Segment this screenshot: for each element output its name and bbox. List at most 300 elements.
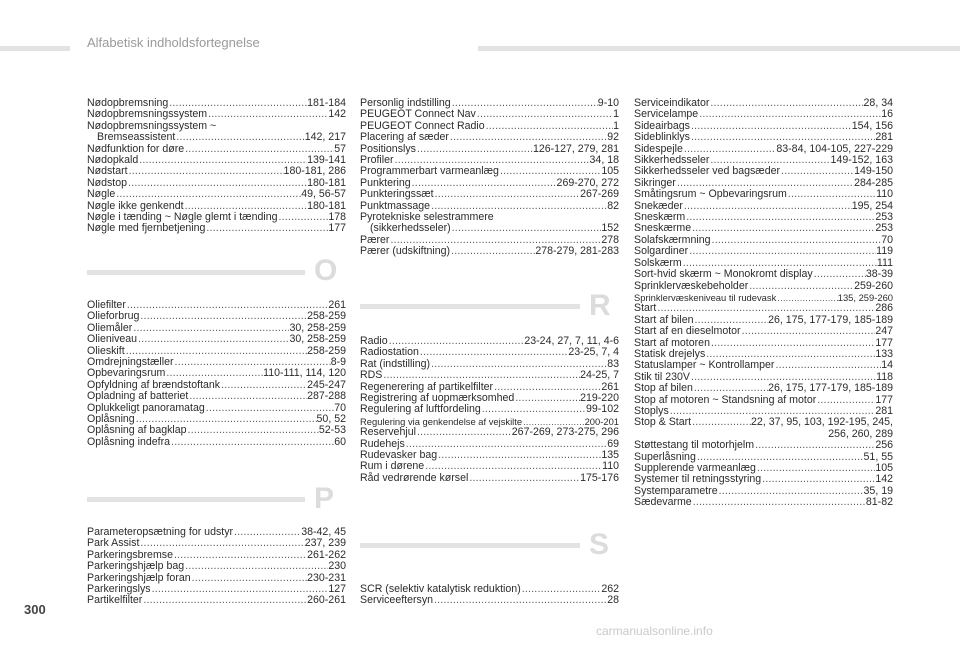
- section-letter-r: R: [589, 289, 611, 322]
- index-entry-term: Sort-hvid skærm ~ Monokromt display: [634, 268, 813, 281]
- dot-leader: [127, 178, 307, 189]
- index-entry: [360, 132, 619, 143]
- dot-leader: [688, 246, 876, 257]
- index-entry-term: Stop & Start: [634, 416, 692, 429]
- index-entry: [87, 132, 346, 143]
- dot-leader: [521, 584, 602, 595]
- index-entry-pages: 8-9: [330, 356, 346, 369]
- index-entry-term: Profiler: [360, 154, 394, 167]
- index-entry: [634, 281, 893, 292]
- index-entry-pages: 245-247: [307, 378, 346, 391]
- index-entry-term: Oplåsning af bagklap: [87, 424, 187, 437]
- index-entry-pages: 92: [607, 131, 619, 144]
- index-entry-pages: 34, 18: [589, 154, 619, 167]
- index-entry-pages: 286: [875, 302, 893, 315]
- index-entry-pages: 195, 254: [851, 199, 893, 212]
- index-entry-term: Sneskærme: [634, 222, 692, 235]
- dot-leader: [780, 166, 854, 177]
- index-entry: [360, 144, 619, 155]
- index-entry-pages: 28, 34: [863, 97, 893, 109]
- index-block-p-cont: [360, 98, 619, 258]
- index-entry-term: Serviceindikator: [634, 97, 710, 109]
- index-entry-pages: 256: [875, 439, 893, 452]
- index-entry-term: PEUGEOT Connect Radio: [360, 119, 485, 132]
- index-entry-pages: 278-279, 281-283: [535, 245, 619, 258]
- index-entry-pages: 70: [334, 401, 346, 414]
- index-entry-pages: 261-262: [307, 548, 346, 561]
- dot-leader: [205, 403, 334, 414]
- index-entry-pages: 14: [881, 359, 893, 372]
- index-entry: [634, 326, 893, 337]
- index-entry-term: Støttestang til motorhjelm: [634, 439, 755, 452]
- index-entry-term: Statisk drejelys: [634, 347, 706, 360]
- index-entry-pages: 177: [875, 336, 893, 349]
- index-entry-term: Systemer til retningsstyring: [634, 473, 762, 486]
- dot-leader: [437, 450, 601, 461]
- index-entry: [360, 473, 619, 484]
- index-entry-pages: 258-259: [307, 344, 346, 357]
- dot-leader: [816, 395, 875, 406]
- index-entry-term: Solgardiner: [634, 245, 689, 258]
- index-entry-pages: 35, 19: [863, 484, 893, 497]
- index-entry-term: Nøgle med fjernbetjening: [87, 222, 206, 235]
- index-entry-term: Superlåsning: [634, 450, 696, 463]
- index-entry-pages: 119: [876, 245, 893, 258]
- index-entry-term: Pyrotekniske selestrammere: [360, 211, 494, 224]
- section-letter-p: P: [314, 482, 335, 515]
- dot-leader: [761, 474, 875, 485]
- index-entry-term: Punkteringssæt: [360, 188, 434, 201]
- index-entry-term: Nødfunktion for døre: [87, 142, 185, 155]
- index-entry-term: Nødopbremsning: [87, 97, 169, 109]
- index-entry-pages: 139-141: [307, 154, 346, 167]
- index-entry-pages: 281: [875, 404, 893, 417]
- dot-leader: [656, 303, 875, 314]
- index-entry: [634, 395, 893, 406]
- index-entry-pages: 1: [613, 119, 619, 132]
- index-entry-pages: 247: [875, 325, 893, 338]
- index-entry-pages: 177: [875, 393, 893, 406]
- index-entry-term: Stop af bilen: [634, 382, 693, 395]
- index-entry: [634, 246, 893, 257]
- index-entry-pages: 142: [328, 108, 346, 121]
- dot-leader: [137, 334, 289, 345]
- index-entry-pages: 269-270, 272: [556, 176, 619, 189]
- index-entry-term: Parkeringshjælp foran: [87, 571, 191, 584]
- index-entry: [87, 595, 346, 606]
- index-entry-pages: 23-25, 7, 4: [568, 346, 619, 359]
- index-entry-term: Punktering: [360, 176, 411, 189]
- index-entry-pages: 177: [328, 222, 346, 235]
- dot-leader: [173, 550, 307, 561]
- index-entry-term: Stop af motoren ~ Standsning af motor: [634, 393, 817, 406]
- section-letter-o: O: [314, 254, 338, 287]
- dot-leader: [754, 440, 875, 451]
- index-entry: [634, 383, 893, 394]
- dot-leader: [416, 144, 533, 155]
- index-entry: [634, 440, 893, 451]
- index-entry-pages: 178: [328, 211, 346, 224]
- separator-o: [87, 270, 305, 275]
- dot-leader: [718, 486, 864, 497]
- index-entry-term: Nødstart: [87, 165, 128, 178]
- index-entry-term: Oplukkeligt panoramatag: [87, 401, 205, 414]
- index-entry-term: Solskærm: [634, 256, 682, 269]
- index-entry-term: Sidespejle: [634, 142, 683, 155]
- dot-leader: [748, 281, 854, 292]
- dot-leader: [690, 132, 875, 143]
- index-entry-term: Punktmassage: [360, 199, 431, 212]
- index-entry: [634, 189, 893, 200]
- index-entry-term: Nødopbremsningssystem ~: [87, 119, 217, 132]
- index-entry-pages: 110: [876, 188, 893, 201]
- dot-leader: [691, 223, 875, 234]
- index-entry-term: Reservehjul: [360, 426, 416, 439]
- index-entry-pages: 200-201: [584, 415, 619, 427]
- index-entry-pages: 258-259: [307, 310, 346, 323]
- index-entry-term: Oplåsning: [87, 413, 135, 426]
- index-entry-pages: 135, 259-260: [837, 291, 893, 303]
- index-entry-term: Serviceeftersyn: [360, 594, 434, 607]
- dot-leader: [776, 292, 837, 303]
- index-entry-pages: 127: [328, 583, 346, 596]
- index-entry-pages: 69: [607, 437, 619, 450]
- index-entry-term: Sneskærm: [634, 211, 686, 224]
- separator-r: [360, 304, 580, 309]
- index-entry-pages: 111: [876, 256, 893, 269]
- index-entry: [360, 246, 619, 257]
- index-entry-pages: 118: [876, 370, 893, 383]
- dot-leader: [170, 437, 334, 448]
- dot-leader: [188, 391, 307, 402]
- index-entry-pages: 133: [875, 347, 893, 360]
- index-entry-pages: 105: [875, 462, 893, 474]
- index-entry-term: Nødopbremsningssystem: [87, 108, 208, 121]
- index-entry-pages: 38-42, 45: [301, 526, 346, 538]
- index-entry-pages: 24-25, 7: [580, 369, 619, 382]
- index-entry-pages: 284-285: [854, 176, 893, 189]
- index-entry-term: Registrering af uopmærksomhed: [360, 392, 515, 405]
- index-entry-term: Stoplys: [634, 404, 669, 417]
- index-entry-pages: 83: [607, 357, 619, 370]
- dot-leader: [142, 595, 307, 606]
- dot-leader: [128, 166, 284, 177]
- index-entry: [634, 292, 893, 303]
- index-entry: [634, 269, 893, 280]
- section-letter-s: S: [589, 528, 610, 561]
- index-entry-term: Regenerering af partikelfilter: [360, 380, 494, 393]
- dot-leader: [756, 463, 875, 474]
- separator-p: [87, 497, 305, 502]
- index-entry-term: Oplåsning indefra: [87, 435, 171, 448]
- index-entry-term: Snekæder: [634, 199, 683, 212]
- index-entry-pages: 287-288: [307, 390, 346, 403]
- index-entry: [87, 561, 346, 572]
- index-entry-pages: 237, 239: [304, 537, 346, 550]
- index-entry-term: Olieskift: [87, 344, 125, 357]
- index-entry: [634, 497, 893, 508]
- dot-leader: [774, 360, 881, 371]
- index-entry-pages: 152: [601, 222, 619, 235]
- index-entry-pages: 9-10: [597, 97, 619, 109]
- index-entry-term: (sikkerhedsseler): [370, 222, 451, 235]
- index-entry-pages: 180-181: [307, 176, 346, 189]
- index-entry: [87, 437, 346, 448]
- index-entry-term: Partikelfilter: [87, 594, 143, 607]
- index-entry: [360, 595, 619, 606]
- dot-leader: [139, 311, 307, 322]
- header-title: Alfabetisk indholdsfortegnelse: [87, 35, 260, 50]
- index-entry-pages: 50, 52: [316, 413, 346, 426]
- index-entry-pages: 256, 260, 289: [828, 427, 893, 440]
- index-entry-term: Sikringer: [634, 176, 676, 189]
- dot-leader: [468, 473, 580, 484]
- index-entry-term: PEUGEOT Connect Nav: [360, 108, 476, 121]
- dot-leader: [692, 497, 866, 508]
- index-entry-term: RDS: [360, 369, 383, 382]
- index-entry-pages: 267-269: [580, 188, 619, 201]
- index-entry-pages: 26, 175, 177-179, 185-189: [768, 313, 893, 326]
- index-entry-term: Parkeringshjælp bag: [87, 560, 185, 573]
- index-entry-pages: 261: [328, 299, 346, 311]
- index-entry-pages: 38-39: [865, 268, 893, 281]
- dot-leader: [685, 212, 875, 223]
- index-entry-pages: 81-82: [865, 496, 893, 509]
- index-entry-pages: 30, 258-259: [289, 321, 346, 334]
- index-entry: [634, 132, 893, 143]
- index-entry-term: Regulering via genkendelse af vejskilte: [360, 415, 523, 427]
- index-entry-term: Nøgle: [87, 188, 116, 201]
- index-entry-pages: 57: [334, 142, 346, 155]
- index-entry-pages: 49, 56-57: [301, 188, 346, 201]
- index-entry-term: Supplerende varmeanlæg: [634, 462, 756, 474]
- index-entry: [360, 370, 619, 381]
- index-entry-term: Parkeringsbremse: [87, 548, 173, 561]
- index-entry-term: Programmerbart varmeanlæg: [360, 165, 499, 178]
- dot-leader: [151, 584, 329, 595]
- index-entry: [87, 334, 346, 345]
- index-entry-term: Bremseassistent: [97, 131, 176, 144]
- index-entry-term: Placering af sæder: [360, 131, 449, 144]
- index-entry-pages: 16: [881, 108, 893, 121]
- index-entry-term: Systemparametre: [634, 484, 718, 497]
- index-entry-term: Rat (indstilling): [360, 357, 431, 370]
- index-entry-pages: 230-231: [307, 571, 346, 584]
- dot-leader: [191, 573, 307, 584]
- dot-leader: [711, 235, 882, 246]
- index-entry-term: Nødopkald: [87, 154, 139, 167]
- index-entry-term: Start: [634, 302, 657, 315]
- index-entry-term: Start af bilen: [634, 313, 694, 326]
- index-entry-pages: 22, 37, 95, 103, 192-195, 245,: [751, 416, 893, 429]
- index-entry-pages: 262: [601, 583, 619, 595]
- dot-leader: [451, 223, 602, 234]
- index-entry-pages: 60: [334, 435, 346, 448]
- index-block-r: [360, 336, 619, 484]
- index-entry-term: SCR (selektiv katalytisk reduktion): [360, 583, 521, 595]
- index-entry-term: Pærer (udskiftning): [360, 245, 451, 258]
- index-entry-pages: 181-184: [307, 97, 346, 109]
- dot-leader: [138, 155, 307, 166]
- dot-leader: [690, 121, 852, 132]
- dot-leader: [481, 404, 586, 415]
- index-entry-pages: 99-102: [586, 403, 619, 416]
- index-entry-term: Solafskærmning: [634, 233, 711, 246]
- index-entry-term: Nødstop: [87, 176, 128, 189]
- index-entry-term: Rudevasker bag: [360, 449, 438, 462]
- dot-leader: [175, 132, 304, 143]
- index-entry: [360, 223, 619, 234]
- dot-leader: [416, 427, 512, 438]
- index-entry-term: Nøgle i tænding ~ Nøgle glemt i tænding: [87, 211, 278, 224]
- dot-leader: [115, 189, 301, 200]
- index-entry-pages: 180-181: [307, 199, 346, 212]
- dot-leader: [187, 425, 319, 436]
- index-entry-pages: 142, 217: [304, 131, 346, 144]
- dot-leader: [233, 527, 301, 538]
- index-entry-term: Rum i dørene: [360, 460, 425, 473]
- index-entry-pages: 126-127, 279, 281: [532, 142, 619, 155]
- index-block-n: [87, 98, 346, 235]
- dot-leader: [741, 326, 876, 337]
- index-entry-pages: 30, 258-259: [289, 333, 346, 346]
- index-entry: [87, 189, 346, 200]
- index-entry-pages: 281: [875, 131, 893, 144]
- index-entry-term: Rudehejs: [360, 437, 405, 450]
- index-entry-pages: 110: [602, 460, 619, 473]
- dot-leader: [787, 189, 876, 200]
- index-entry: [634, 303, 893, 314]
- index-entry-term: Start af en dieselmotor: [634, 325, 741, 338]
- index-entry-term: Radiostation: [360, 346, 419, 359]
- index-entry-pages: 28: [607, 594, 619, 607]
- index-entry-term: Statuslamper ~ Kontrollamper: [634, 359, 775, 372]
- index-entry-pages: 253: [875, 211, 893, 224]
- dot-leader: [813, 269, 866, 280]
- dot-leader: [278, 212, 329, 223]
- dot-leader: [184, 561, 328, 572]
- index-entry-pages: 260-261: [307, 594, 346, 607]
- index-entry-pages: 23-24, 27, 7, 11, 4-6: [524, 335, 619, 347]
- separator-s: [360, 543, 580, 548]
- dot-leader: [132, 323, 289, 334]
- index-entry-pages: 261: [601, 380, 619, 393]
- index-entry-term: Opladning af batteriet: [87, 390, 189, 403]
- index-entry-term: Sikkerhedsseler: [634, 154, 710, 167]
- index-entry: [360, 404, 619, 415]
- index-entry-term: Servicelampe: [634, 108, 699, 121]
- index-entry-term: Parkeringslys: [87, 583, 151, 596]
- index-entry: [360, 427, 619, 438]
- index-entry-pages: 180-181, 286: [283, 165, 346, 178]
- index-entry: [87, 223, 346, 234]
- index-entry-term: Start af motoren: [634, 336, 710, 349]
- index-entry-term: Olieforbrug: [87, 310, 140, 323]
- index-entry-pages: 110-111, 114, 120: [263, 367, 346, 380]
- index-block-s-cont: [634, 98, 893, 509]
- index-entry-pages: 105: [601, 165, 619, 178]
- index-entry-pages: 142: [875, 473, 893, 486]
- watermark: carmanualsonline.info: [596, 624, 713, 638]
- index-entry-term: Park Assist: [87, 537, 140, 550]
- index-entry-pages: 135: [601, 449, 619, 462]
- dot-leader: [450, 246, 535, 257]
- index-entry-pages: 51, 55: [863, 450, 893, 463]
- index-entry-term: Pærer: [360, 233, 390, 246]
- index-entry-pages: 175-176: [580, 471, 619, 484]
- index-entry-pages: 267-269, 273-275, 296: [511, 426, 619, 439]
- dot-leader: [709, 98, 863, 109]
- index-entry-term: Personlig indstilling: [360, 97, 451, 109]
- index-entry-term: Småtingsrum ~ Opbevaringsrum: [634, 188, 787, 201]
- index-entry-pages: 149-152, 163: [830, 154, 893, 167]
- index-entry: [87, 391, 346, 402]
- dot-leader: [710, 338, 875, 349]
- index-entry-term: Sideairbags: [634, 119, 690, 132]
- dot-leader: [220, 380, 307, 391]
- index-entry-term: Oliemåler: [87, 321, 133, 334]
- index-entry-pages: 154, 156: [851, 119, 893, 132]
- dot-leader: [449, 132, 607, 143]
- index-entry-pages: 1: [613, 108, 619, 121]
- dot-leader: [382, 370, 580, 381]
- index-entry-term: Opfyldning af brændstoftank: [87, 378, 221, 391]
- dot-leader: [693, 383, 768, 394]
- index-entry-term: Parameteropsætning for udstyr: [87, 526, 234, 538]
- index-entry-pages: 219-220: [580, 392, 619, 405]
- dot-leader: [419, 347, 568, 358]
- index-entry-term: Sideblinklys: [634, 131, 690, 144]
- index-entry-term: Regulering af luftfordeling: [360, 403, 481, 416]
- index-entry-pages: 82: [607, 199, 619, 212]
- index-block-s: [360, 584, 619, 607]
- dot-leader: [207, 109, 328, 120]
- header-rule-left: [0, 46, 70, 51]
- index-entry: [360, 189, 619, 200]
- index-entry-term: Sprinklervæskeniveau til rudevask: [634, 291, 777, 303]
- index-entry-term: Positionslys: [360, 142, 416, 155]
- index-entry-term: Nøgle ikke genkendt: [87, 199, 184, 212]
- index-entry-term: Opbevaringsrum: [87, 367, 166, 380]
- index-entry-term: Sprinklervæskebeholder: [634, 279, 749, 292]
- dot-leader: [691, 417, 751, 428]
- dot-leader: [485, 121, 613, 132]
- index-block-p: [87, 527, 346, 607]
- index-entry-term: Sikkerhedsseler ved bagsæder: [634, 165, 781, 178]
- index-entry-pages: 230: [328, 560, 346, 573]
- index-entry-term: Råd vedrørende kørsel: [360, 471, 469, 484]
- index-entry-term: Radio: [360, 335, 388, 347]
- index-entry-pages: 259-260: [854, 279, 893, 292]
- index-entry-term: Olieniveau: [87, 333, 138, 346]
- dot-leader: [683, 201, 852, 212]
- index-entry-term: Stik til 230V: [634, 370, 690, 383]
- header-rule-right: [478, 46, 960, 51]
- dot-leader: [514, 393, 580, 404]
- dot-leader: [433, 595, 607, 606]
- dot-leader: [205, 223, 328, 234]
- index-entry-pages: 26, 175, 177-179, 185-189: [768, 382, 893, 395]
- index-entry-pages: 278: [601, 233, 619, 246]
- index-block-o: [87, 300, 346, 448]
- index-entry-term: Sædevarme: [634, 496, 692, 509]
- dot-leader: [476, 109, 613, 120]
- index-entry-term: Oliefilter: [87, 299, 126, 311]
- index-entry-pages: 149-150: [854, 165, 893, 178]
- index-entry-pages: 83-84, 104-105, 227-229: [776, 142, 893, 155]
- index-entry-pages: 52-53: [318, 424, 346, 437]
- index-entry-term: Omdrejningstæller: [87, 356, 174, 369]
